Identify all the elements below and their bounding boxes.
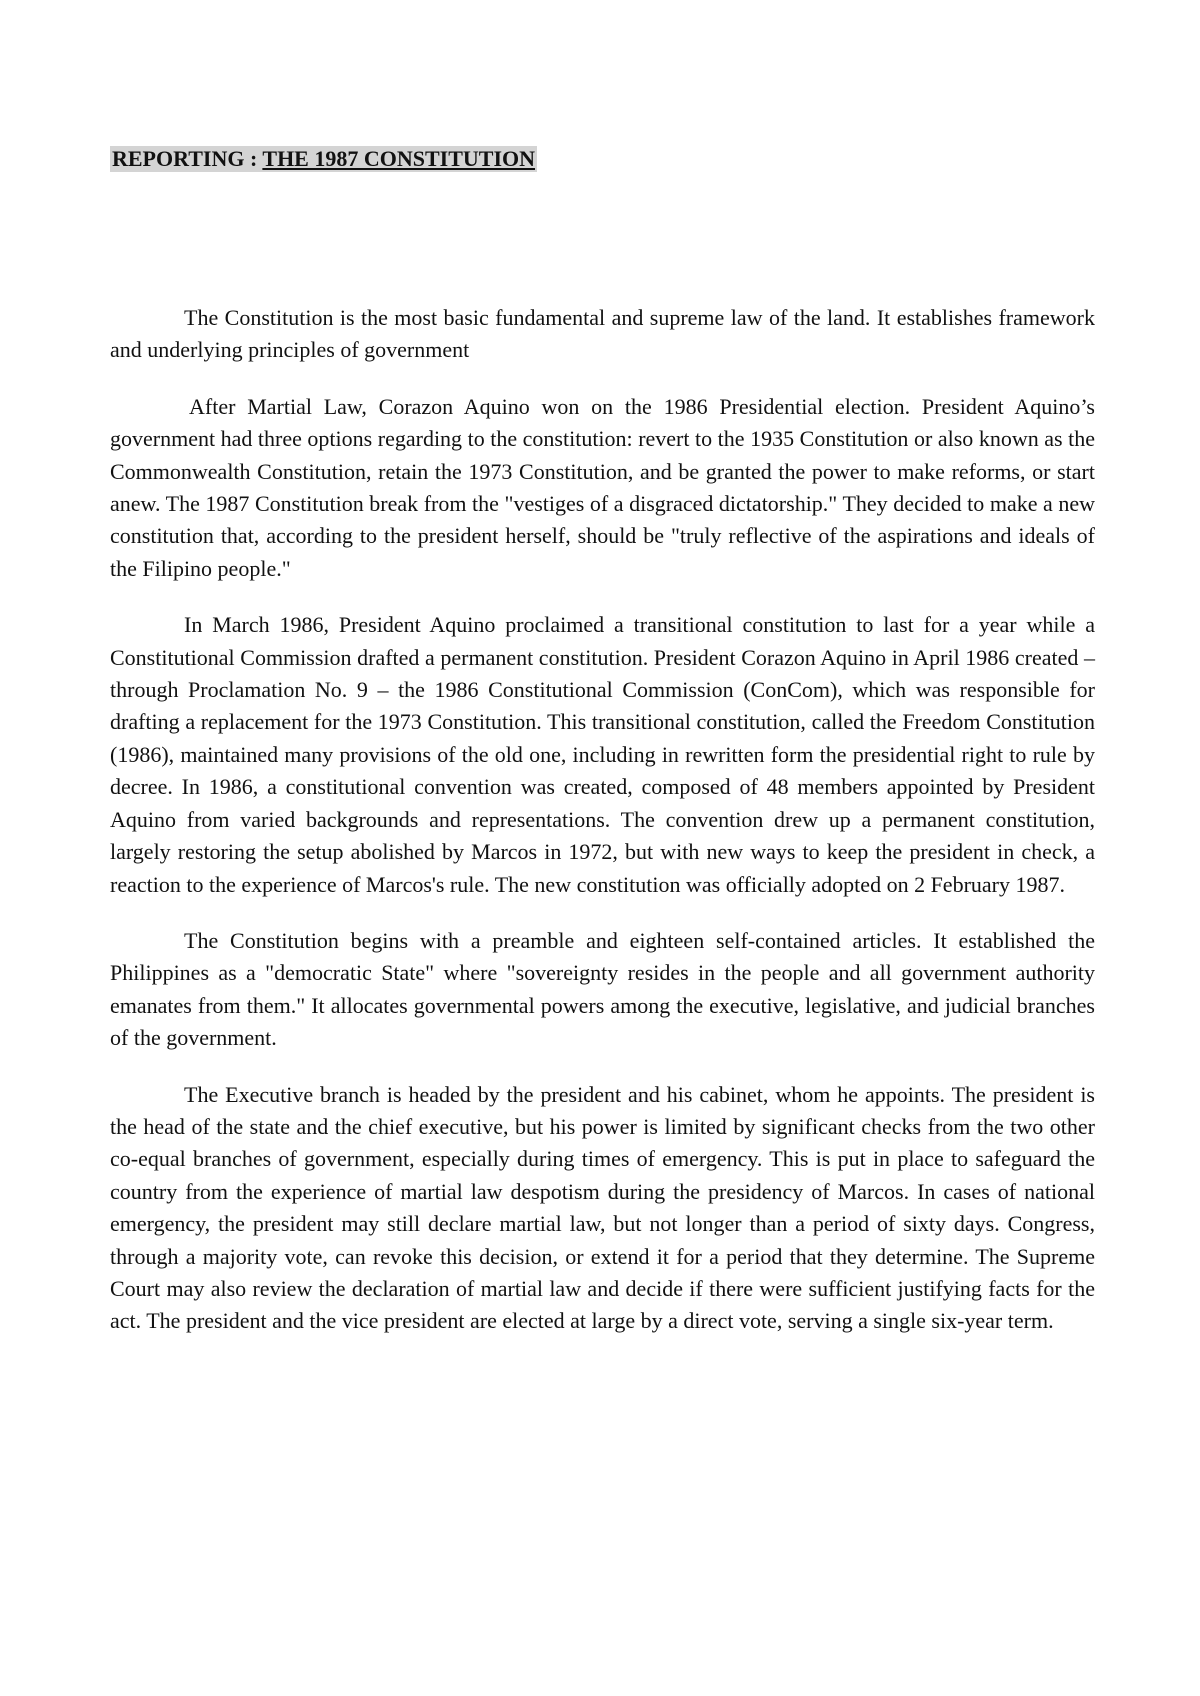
document-body (110, 302, 1095, 1362)
document-heading (110, 146, 537, 172)
heading-prefix: REPORTING : (112, 146, 263, 171)
paragraph-executive-branch: The Executive branch is headed by the president and his cabinet, whom he appoints. The president is the head of the state and the chief executive, but his power is limited by significant checks from the two other co-equal branches of government, especially during times of emergency. This is put in place to safeguard the country from the experience of martial law despotism during the presidency of Marcos. In cases of national emergency, the president may still declare martial law, but not longer than a period of sixty days. Congress, through a majority vote, can revoke this decision, or extend it for a period that they determine. The Supreme Court may also review the declaration of martial law and decide if there were sufficient justifying facts for the act. The president and the vice president are elected at large by a direct vote, serving a single six-year term. (110, 1081, 1095, 1334)
heading-title: THE 1987 CONSTITUTION (262, 146, 536, 171)
paragraph-after-martial-law: After Martial Law, Corazon Aquino won on the 1986 Presidential election. President Aquino’s government had three options regarding to the constitution: revert to the 1935 Constitution or also known as the Commonwealth Constitution, retain the 1973 Constitution, and be granted the power to make reforms, or start anew. The 1987 Constitution break from the "vestiges of a disgraced dictatorship." They decided to make a new constitution that, according to the president herself, should be "truly reflective of the aspirations and ideals of the Filipino people." (110, 393, 1095, 581)
paragraph-transitional-constitution: In March 1986, President Aquino proclaimed a transitional constitution to last for a year while a Constitutional Commission drafted a permanent constitution. President Corazon Aquino in April 1986 created – through Proclamation No. 9 – the 1986 Constitutional Commission (ConCom), which was responsible for drafting a replacement for the 1973 Constitution. This transitional constitution, called the Freedom Constitution (1986), maintained many provisions of the old one, including in rewritten form the presidential right to rule by decree. In 1986, a constitutional convention was created, composed of 48 members appointed by President Aquino from varied backgrounds and representations. The convention drew up a permanent constitution, largely restoring the setup abolished by Marcos in 1972, but with new ways to keep the president in check, a reaction to the experience of Marcos's rule. The new constitution was officially adopted on 2 February 1987. (110, 612, 1095, 897)
paragraph-structure: The Constitution begins with a preamble and eighteen self-contained articles. It established the Philippines as a "democratic State" where "sovereignty resides in the people and all government authority emanates from them." It allocates governmental powers among the executive, legislative, and judicial branches of the government. (110, 927, 1095, 1051)
paragraph-definition: The Constitution is the most basic fundamental and supreme law of the land. It establishes framework and underlying principles of government (110, 305, 1095, 363)
